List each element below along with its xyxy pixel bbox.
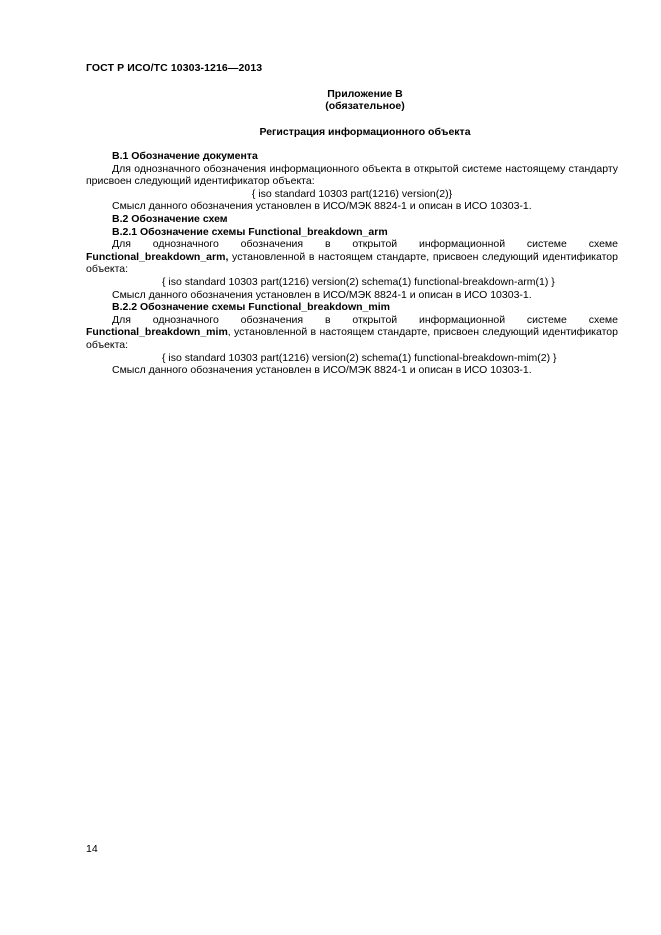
heading-b22: В.2.2 Обозначение схемы Functional_breakdown_mim [112, 301, 390, 314]
b22-text-before: Для однозначного обозначения в открытой информационной системе схеме [112, 313, 618, 326]
paragraph-b22-text [86, 314, 618, 352]
appendix-status: (обязательное) [325, 100, 405, 112]
paragraph-b21-meaning: Смысл данного обозначения установлен в ИСО/МЭК 8824-1 и описан в ИСО 10303-1. [112, 288, 532, 301]
b21-text-before: Для однозначного обозначения в открытой информационной системе схеме [112, 238, 618, 251]
paragraph-b21-text [86, 238, 618, 276]
page-number: 14 [86, 843, 98, 855]
identifier-b21: { iso standard 10303 part(1216) version(2) schema(1) functional-breakdown-arm(1) } [162, 275, 555, 288]
b21-schema-name: Functional_breakdown_arm, [86, 250, 229, 263]
appendix-title: Приложение В [327, 88, 403, 100]
document-body [86, 150, 618, 377]
paragraph-b1-meaning: Смысл данного обозначения установлен в ИСО/МЭК 8824-1 и описан в ИСО 10303-1. [112, 200, 532, 213]
b22-schema-name: Functional_breakdown_mim [86, 326, 228, 339]
b21-text-after: установленной в настоящем стандарте, присвоен следующий идентификатор объекта: [86, 250, 618, 276]
paragraph-b22-meaning: Смысл данного обозначения установлен в ИСО/МЭК 8824-1 и описан в ИСО 10303-1. [112, 364, 532, 377]
standard-header: ГОСТ Р ИСО/ТС 10303-1216—2013 [86, 62, 263, 74]
identifier-b22: { iso standard 10303 part(1216) version(2) schema(1) functional-breakdown-mim(2) } [162, 351, 557, 364]
heading-b1: В.1 Обозначение документа [112, 150, 258, 162]
b22-text-after: , установленной в настоящем стандарте, присвоен следующий идентификатор объекта: [86, 326, 618, 351]
heading-b21: В.2.1 Обозначение схемы Functional_breakdown_arm [112, 225, 388, 238]
heading-b2: В.2 Обозначение схем [112, 212, 228, 225]
paragraph-b1-text: Для однозначного обозначения информационного объекта в открытой системе настоящему стандарту присвоен следующий идентификатор объекта: [86, 162, 618, 188]
section-title: Регистрация информационного объекта [259, 126, 471, 138]
identifier-b1: { iso standard 10303 part(1216) version(2)} [251, 187, 453, 200]
